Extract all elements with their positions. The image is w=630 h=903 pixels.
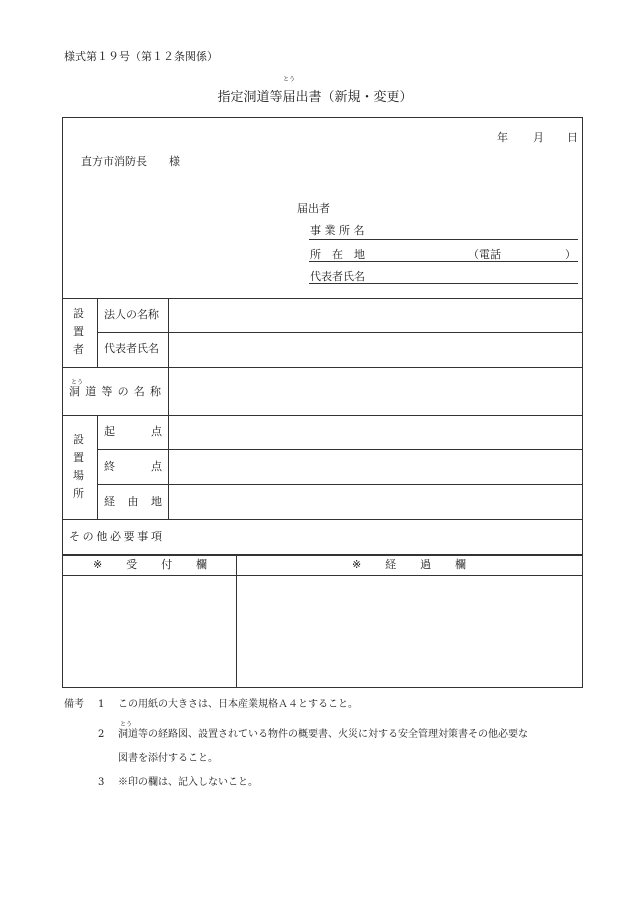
date-year: 年 [497,131,508,144]
tunnel-name-char: 洞 [69,385,80,398]
other-char: 項 [150,530,162,543]
phone-close: ） [565,248,576,261]
progress-char: 欄 [454,558,466,571]
applicant-label: 届出者 [297,202,330,215]
end-char: 点 [151,460,162,473]
location-label-char: 所 [73,487,84,500]
divider [97,415,98,519]
representative-line [309,283,578,284]
divider [63,575,582,576]
location-label-char: 設 [73,433,84,446]
note-text: この用紙の大きさは、日本産業規格Ａ４とすること。 [118,699,358,710]
installer-representative-label: 代表者氏名 [104,342,159,355]
notes-heading: 備考 [64,699,84,710]
other-char: 他 [96,530,108,543]
end-char: 終 [104,460,115,473]
title-ruby: とう [283,76,296,83]
representative-label: 代表者氏名 [310,270,365,283]
reception-char: 欄 [195,558,207,571]
other-matters-label [69,530,162,544]
form-box [62,117,583,688]
note-number: 3 [98,777,105,788]
divider [97,449,582,450]
location-label-char: 置 [73,451,84,464]
other-char: の [82,530,94,543]
divider [97,298,98,367]
divider [97,332,582,333]
divider [236,554,237,687]
progress-char: 経 [385,558,397,571]
start-char: 点 [151,425,162,438]
note-text: ※印の欄は、記入しないこと。 [118,777,258,788]
start-point-label [104,425,162,439]
divider [63,554,582,556]
reception-column-header [93,558,207,572]
reception-char: 付 [161,558,173,571]
note-ruby: とう [120,721,133,728]
via-char: 地 [151,495,162,508]
other-char: 事 [137,530,149,543]
progress-char: 過 [420,558,432,571]
divider [97,484,582,485]
note-text: 洞道等の経路図、設置されている物件の概要書、火災に対する安全管理対策書その他必要な [118,729,528,740]
date-day: 日 [567,131,578,144]
addressee: 直方市消防長 様 [81,155,180,168]
tunnel-name-char: 等 [101,385,113,398]
tunnel-name-ruby: とう [71,379,84,386]
page-title: 指定洞道等届出書（新規・変更） [217,90,413,105]
reception-char: ※ [93,558,103,571]
divider [63,298,582,299]
phone-open: （電話 [468,248,501,261]
note-number: 1 [98,699,105,710]
other-char: そ [69,530,80,543]
date-month: 月 [533,131,544,144]
business-name-label: 事 業 所 名 [310,224,365,237]
corporation-name-label: 法人の名称 [104,308,159,321]
tunnel-name-char: の [117,385,129,398]
end-point-label [104,460,162,474]
tunnel-name-label [69,385,161,399]
location-line [309,261,578,262]
via-char: 経 [104,495,115,508]
progress-column-header [352,558,466,572]
divider [63,415,582,416]
tunnel-name-char: 称 [149,385,161,398]
note-text-continued: 図書を添付すること。 [118,753,218,764]
form-number: 様式第１９号（第１２条関係） [64,50,218,63]
installer-label-char: 者 [73,343,84,356]
tunnel-name-char: 名 [133,385,145,398]
location-label: 所 在 地 [310,248,365,261]
other-char: 必 [109,530,121,543]
divider [168,298,169,519]
installer-label-char: 設 [73,307,84,320]
start-char: 起 [104,425,115,438]
other-char: 要 [123,530,135,543]
reception-char: 受 [126,558,138,571]
divider [63,519,582,520]
tunnel-name-char: 道 [85,385,97,398]
business-name-line [309,239,578,240]
location-label-char: 場 [73,469,84,482]
installer-label-char: 置 [73,325,84,338]
note-number: 2 [98,729,105,740]
divider [63,367,582,368]
progress-char: ※ [352,558,362,571]
via-label [104,495,162,509]
via-char: 由 [127,495,139,508]
